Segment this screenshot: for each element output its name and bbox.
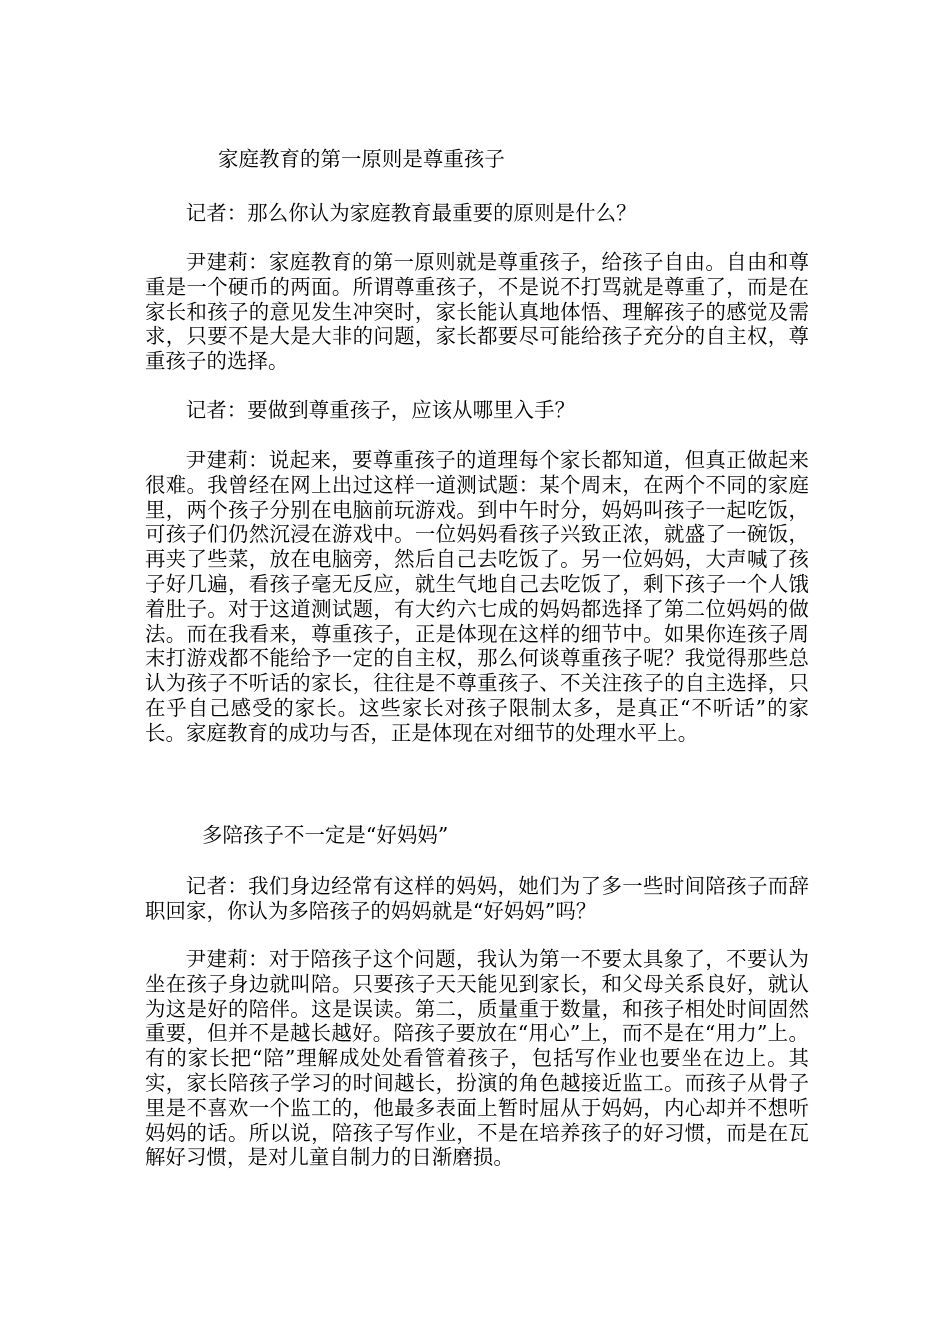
- reporter-question-good-mother: 记者：我们身边经常有这样的妈妈，她们为了多一些时间陪孩子而辞职回家，你认为多陪孩子的妈妈就是“好妈妈”吗？: [145, 874, 809, 923]
- answer-respect-principle: 尹建莉：家庭教育的第一原则就是尊重孩子，给孩子自由。自由和尊重是一个硬币的两面。所谓尊重孩子，不是说不打骂就是尊重了，而是在家长和孩子的意见发生冲突时，家长能认真地体悟、理解孩子的感觉及需求，只要不是大是大非的问题，家长都要尽可能给孩子充分的自主权，尊重孩子的选择。: [145, 250, 809, 374]
- answer-companionship: 尹建莉：对于陪孩子这个问题，我认为第一不要太具象了，不要认为坐在孩子身边就叫陪。只要孩子天天能见到家长，和父母关系良好，就认为这是好的陪伴。这是误读。第二，质量重于数量，和孩子相处时间固然重要，但并不是越长越好。陪孩子要放在“用心”上，而不是在“用力”上。有的家长把“陪”理解成处处看管着孩子，包括写作业也要坐在边上。其实，家长陪孩子学习的时间越长，扮演的角色越接近监工。而孩子从骨子里是不喜欢一个监工的，他最多表面上暂时屈从于妈妈，内心却并不想听妈妈的话。所以说，陪孩子写作业，不是在培养孩子的好习惯，而是在瓦解好习惯，是对儿童自制力的日渐磨损。: [145, 947, 809, 1170]
- section-title-respect: 家庭教育的第一原则是尊重孩子: [218, 147, 505, 171]
- section-title-good-mother: 多陪孩子不一定是“好妈妈”: [202, 823, 449, 847]
- reporter-question-principle: 记者：那么你认为家庭教育最重要的原则是什么？: [185, 201, 637, 225]
- answer-test-question-story: 尹建莉：说起来，要尊重孩子的道理每个家长都知道，但真正做起来很难。我曾经在网上出过这样一道测试题：某个周末，在两个不同的家庭里，两个孩子分别在电脑前玩游戏。到中午时分，妈妈叫孩子一起吃饭，可孩子们仍然沉浸在游戏中。一位妈妈看孩子兴致正浓，就盛了一碗饭，再夹了些菜，放在电脑旁，然后自己去吃饭了。另一位妈妈，大声喊了孩子好几遍，看孩子毫无反应，就生气地自己去吃饭了，剩下孩子一个人饿着肚子。对于这道测试题，有大约六七成的妈妈都选择了第二位妈妈的做法。而在我看来，尊重孩子，正是体现在这样的细节中。如果你连孩子周末打游戏都不能给予一定的自主权，那么何谈尊重孩子呢？我觉得那些总认为孩子不听话的家长，往往是不尊重孩子、不关注孩子的自主选择，只在乎自己感受的家长。这些家长对孩子限制太多，是真正“不听话”的家长。家庭教育的成功与否，正是体现在对细节的处理水平上。: [145, 448, 809, 745]
- reporter-question-how-to-start: 记者：要做到尊重孩子，应该从哪里入手？: [185, 398, 576, 422]
